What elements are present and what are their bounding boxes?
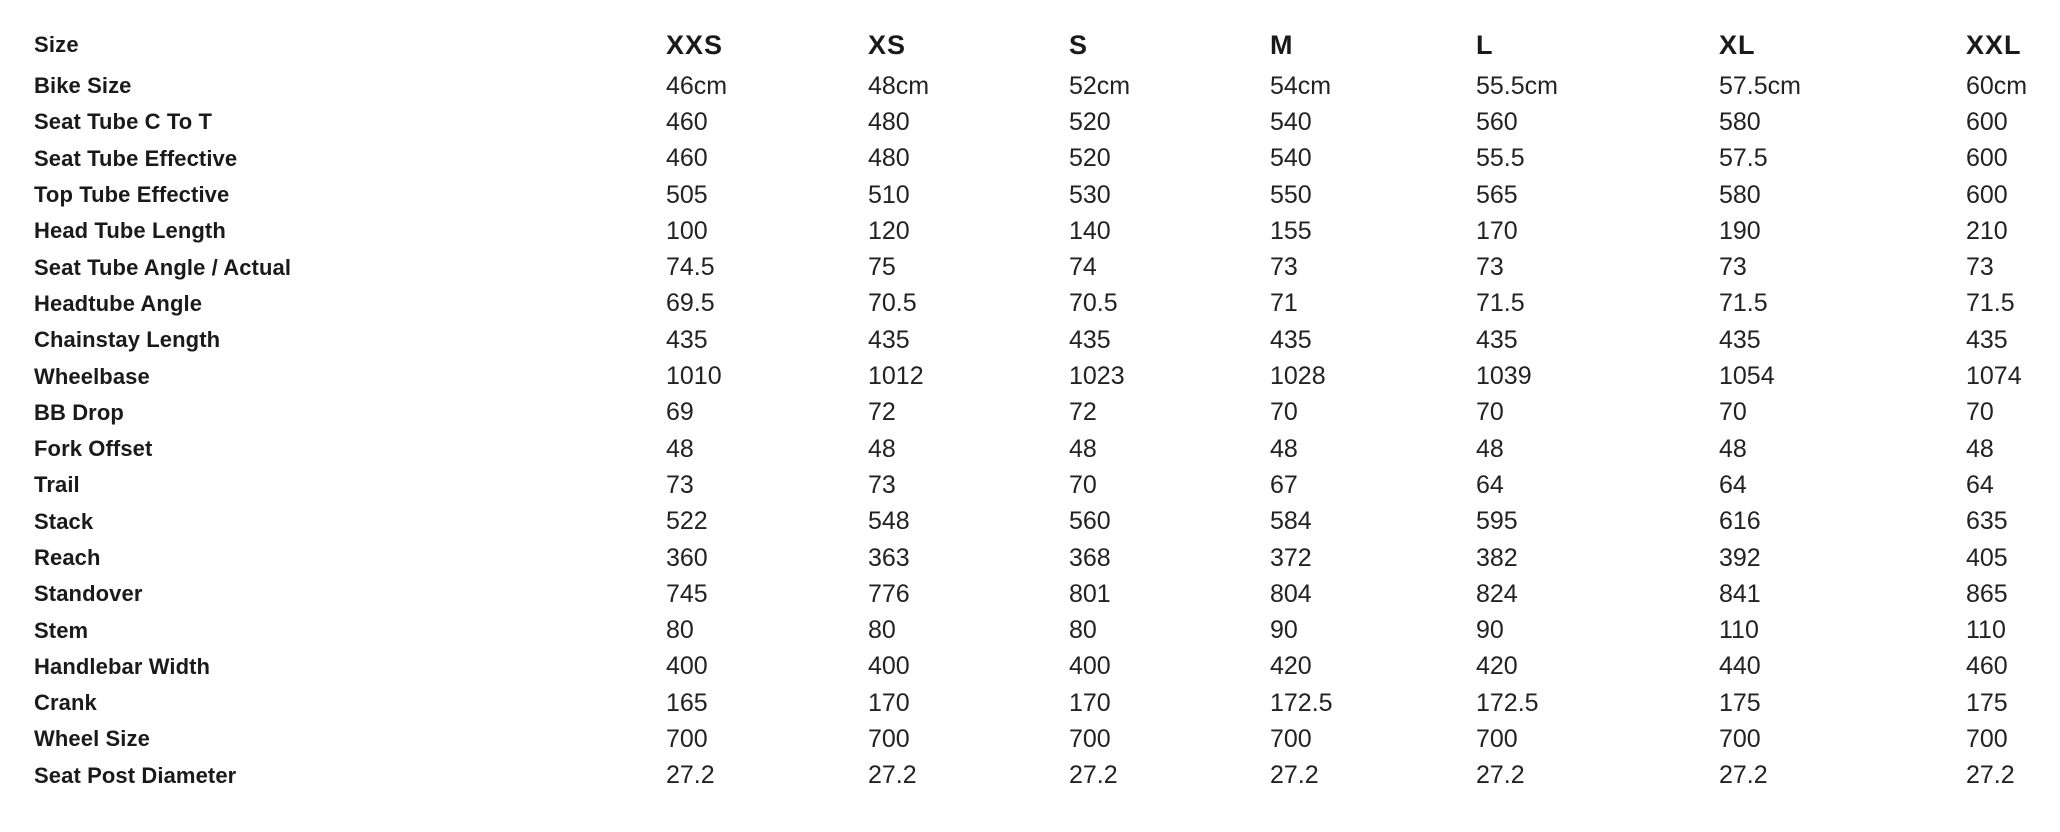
- table-cell: 73: [1270, 253, 1298, 282]
- table-cell: 420: [1476, 652, 1518, 681]
- row-label: Seat Tube C To T: [34, 109, 213, 135]
- table-cell: 52cm: [1069, 71, 1131, 100]
- table-row: [34, 322, 2046, 358]
- table-cell: 48: [1719, 434, 1747, 463]
- table-cell: 700: [868, 724, 910, 753]
- table-cell: 27.2: [868, 761, 917, 790]
- table-cell: 73: [1719, 253, 1747, 282]
- table-cell: 110: [1966, 616, 2006, 645]
- table-cell: 360: [666, 543, 708, 572]
- table-cell: 170: [1476, 216, 1518, 245]
- table-cell: 560: [1069, 507, 1111, 536]
- table-cell: 172.5: [1476, 688, 1539, 717]
- table-cell: 64: [1476, 470, 1504, 499]
- table-cell: 405: [1966, 543, 2008, 572]
- table-cell: 801: [1069, 579, 1111, 608]
- table-row: [34, 68, 2046, 104]
- table-cell: 435: [1476, 325, 1518, 354]
- table-cell: 73: [1476, 253, 1504, 282]
- table-cell: 175: [1719, 688, 1761, 717]
- table-cell: 372: [1270, 543, 1312, 572]
- table-cell: 67: [1270, 470, 1298, 499]
- table-cell: 548: [868, 507, 910, 536]
- table-cell: 435: [666, 325, 708, 354]
- row-label: Wheelbase: [34, 363, 150, 389]
- table-cell: 170: [1069, 688, 1111, 717]
- table-row: [34, 286, 2046, 322]
- table-cell: 70: [1966, 398, 1994, 427]
- table-cell: 80: [666, 616, 694, 645]
- table-cell: 46cm: [666, 71, 728, 100]
- table-cell: 54cm: [1270, 71, 1332, 100]
- row-label: Wheel Size: [34, 726, 150, 752]
- row-label: Top Tube Effective: [34, 182, 230, 208]
- table-cell: 804: [1270, 579, 1312, 608]
- table-cell: 460: [666, 144, 708, 173]
- table-row: [34, 540, 2046, 576]
- header-row: [34, 22, 2046, 68]
- table-cell: 71.5: [1719, 289, 1768, 318]
- table-cell: 71: [1270, 289, 1298, 318]
- table-cell: 1023: [1069, 362, 1125, 391]
- table-row: [34, 758, 2046, 794]
- table-row: [34, 721, 2046, 757]
- table-cell: 71.5: [1476, 289, 1525, 318]
- table-cell: 70.5: [868, 289, 917, 318]
- table-cell: 80: [868, 616, 896, 645]
- table-cell: 70: [1270, 398, 1298, 427]
- table-row: [34, 649, 2046, 685]
- row-label: Seat Post Diameter: [34, 762, 237, 788]
- table-cell: 700: [666, 724, 708, 753]
- table-cell: 120: [868, 216, 910, 245]
- table-cell: 27.2: [1069, 761, 1118, 790]
- table-cell: 635: [1966, 507, 2008, 536]
- table-cell: 700: [1476, 724, 1518, 753]
- table-row: [34, 104, 2046, 140]
- table-cell: 27.2: [1270, 761, 1319, 790]
- table-cell: 392: [1719, 543, 1761, 572]
- table-cell: 540: [1270, 107, 1312, 136]
- table-cell: 73: [666, 470, 694, 499]
- table-cell: 165: [666, 688, 708, 717]
- table-row: [34, 467, 2046, 503]
- table-cell: 75: [868, 253, 896, 282]
- table-cell: 73: [868, 470, 896, 499]
- table-cell: 530: [1069, 180, 1111, 209]
- table-cell: 1074: [1966, 362, 2022, 391]
- table-cell: 435: [1069, 325, 1111, 354]
- table-cell: 72: [868, 398, 896, 427]
- table-cell: 72: [1069, 398, 1097, 427]
- size-header-m: M: [1270, 29, 1294, 60]
- row-label: Seat Tube Angle / Actual: [34, 254, 292, 280]
- row-label: Reach: [34, 545, 101, 570]
- table-cell: 363: [868, 543, 910, 572]
- table-row: [34, 141, 2046, 177]
- table-cell: 600: [1966, 144, 2008, 173]
- table-cell: 90: [1270, 616, 1298, 645]
- table-cell: 48: [1270, 434, 1298, 463]
- table-cell: 57.5cm: [1719, 71, 1801, 100]
- table-cell: 540: [1270, 144, 1312, 173]
- table-cell: 73: [1966, 253, 1994, 282]
- table-cell: 460: [666, 107, 708, 136]
- row-label: Stack: [34, 508, 94, 534]
- table-cell: 550: [1270, 180, 1312, 209]
- table-cell: 55.5: [1476, 144, 1525, 173]
- table-cell: 400: [868, 652, 910, 681]
- table-row: [34, 395, 2046, 431]
- table-cell: 48: [868, 434, 896, 463]
- table-cell: 460: [1966, 652, 2008, 681]
- row-label: Chainstay Length: [34, 327, 221, 353]
- table-cell: 505: [666, 180, 708, 209]
- table-cell: 522: [666, 507, 708, 536]
- size-header-xl: XL: [1719, 29, 1756, 60]
- table-cell: 595: [1476, 507, 1518, 536]
- table-cell: 400: [1069, 652, 1111, 681]
- table-cell: 1012: [868, 362, 924, 391]
- table-cell: 190: [1719, 216, 1761, 245]
- table-cell: 420: [1270, 652, 1312, 681]
- table-row: [34, 576, 2046, 612]
- table-cell: 1039: [1476, 362, 1532, 391]
- row-label: Head Tube Length: [34, 218, 226, 244]
- table-cell: 110: [1719, 616, 1759, 645]
- table-cell: 64: [1719, 470, 1747, 499]
- table-cell: 140: [1069, 216, 1111, 245]
- table-row: [34, 685, 2046, 721]
- table-cell: 616: [1719, 507, 1761, 536]
- table-cell: 90: [1476, 616, 1504, 645]
- table-cell: 70: [1069, 470, 1097, 499]
- row-label: Headtube Angle: [34, 290, 203, 316]
- table-cell: 600: [1966, 107, 2008, 136]
- row-label: Stem: [34, 617, 89, 643]
- table-cell: 1054: [1719, 362, 1775, 391]
- table-cell: 71.5: [1966, 289, 2015, 318]
- table-row: [34, 358, 2046, 394]
- table-cell: 48: [666, 434, 694, 463]
- table-cell: 70: [1476, 398, 1504, 427]
- table-cell: 440: [1719, 652, 1761, 681]
- table-cell: 27.2: [1476, 761, 1525, 790]
- table-cell: 435: [868, 325, 910, 354]
- table-body: [34, 68, 2046, 794]
- table-cell: 382: [1476, 543, 1518, 572]
- size-header-label: Size: [34, 32, 79, 57]
- table-cell: 841: [1719, 579, 1761, 608]
- table-cell: 80: [1069, 616, 1097, 645]
- table-row: [34, 431, 2046, 467]
- table-cell: 70.5: [1069, 289, 1118, 318]
- size-header-l: L: [1476, 29, 1494, 60]
- table-cell: 584: [1270, 507, 1312, 536]
- table-cell: 155: [1270, 216, 1312, 245]
- table-cell: 435: [1270, 325, 1312, 354]
- table-cell: 510: [868, 180, 910, 209]
- table-cell: 48: [1069, 434, 1097, 463]
- table-cell: 60cm: [1966, 71, 2028, 100]
- table-cell: 27.2: [666, 761, 715, 790]
- row-label: BB Drop: [34, 399, 124, 425]
- table-row: [34, 504, 2046, 540]
- table-cell: 600: [1966, 180, 2008, 209]
- table-cell: 100: [666, 216, 708, 245]
- row-label: Trail: [34, 472, 80, 498]
- table-cell: 175: [1966, 688, 2008, 717]
- row-label: Crank: [34, 690, 97, 716]
- table-cell: 565: [1476, 180, 1518, 209]
- table-row: [34, 612, 2046, 648]
- table-cell: 1028: [1270, 362, 1326, 391]
- table-cell: 1010: [666, 362, 722, 391]
- size-header-xxl: XXL: [1966, 29, 2022, 60]
- geometry-table: [34, 22, 2046, 794]
- table-cell: 520: [1069, 107, 1111, 136]
- table-cell: 170: [868, 688, 910, 717]
- table-cell: 700: [1270, 724, 1312, 753]
- table-cell: 27.2: [1966, 761, 2015, 790]
- table-cell: 69.5: [666, 289, 715, 318]
- table-row: [34, 177, 2046, 213]
- table-cell: 57.5: [1719, 144, 1768, 173]
- table-cell: 580: [1719, 180, 1761, 209]
- table-cell: 210: [1966, 216, 2008, 245]
- table-cell: 776: [868, 579, 910, 608]
- table-cell: 480: [868, 144, 910, 173]
- table-row: [34, 213, 2046, 249]
- table-cell: 700: [1069, 724, 1111, 753]
- table-cell: 48cm: [868, 71, 930, 100]
- row-label: Bike Size: [34, 73, 132, 99]
- row-label: Fork Offset: [34, 436, 153, 462]
- table-cell: 865: [1966, 579, 2008, 608]
- table-cell: 69: [666, 398, 694, 427]
- table-cell: 435: [1966, 325, 2008, 354]
- table-cell: 400: [666, 652, 708, 681]
- table-cell: 700: [1719, 724, 1761, 753]
- table-cell: 48: [1966, 434, 1994, 463]
- table-cell: 435: [1719, 325, 1761, 354]
- table-cell: 70: [1719, 398, 1747, 427]
- table-cell: 520: [1069, 144, 1111, 173]
- table-cell: 368: [1069, 543, 1111, 572]
- table-row: [34, 249, 2046, 285]
- table-cell: 480: [868, 107, 910, 136]
- row-label: Seat Tube Effective: [34, 145, 238, 171]
- size-header-xs: XS: [868, 29, 907, 60]
- size-header-s: S: [1069, 29, 1089, 60]
- table-cell: 172.5: [1270, 688, 1333, 717]
- table-cell: 48: [1476, 434, 1504, 463]
- table-cell: 74: [1069, 253, 1097, 282]
- table-cell: 745: [666, 579, 708, 608]
- size-header-xxs: XXS: [666, 29, 724, 60]
- row-label: Standover: [34, 581, 143, 607]
- table-cell: 560: [1476, 107, 1518, 136]
- table-cell: 824: [1476, 579, 1518, 608]
- row-label: Handlebar Width: [34, 653, 211, 679]
- table-cell: 580: [1719, 107, 1761, 136]
- table-cell: 700: [1966, 724, 2008, 753]
- table-cell: 27.2: [1719, 761, 1768, 790]
- table-cell: 74.5: [666, 253, 715, 282]
- table-cell: 64: [1966, 470, 1994, 499]
- table-cell: 55.5cm: [1476, 71, 1558, 100]
